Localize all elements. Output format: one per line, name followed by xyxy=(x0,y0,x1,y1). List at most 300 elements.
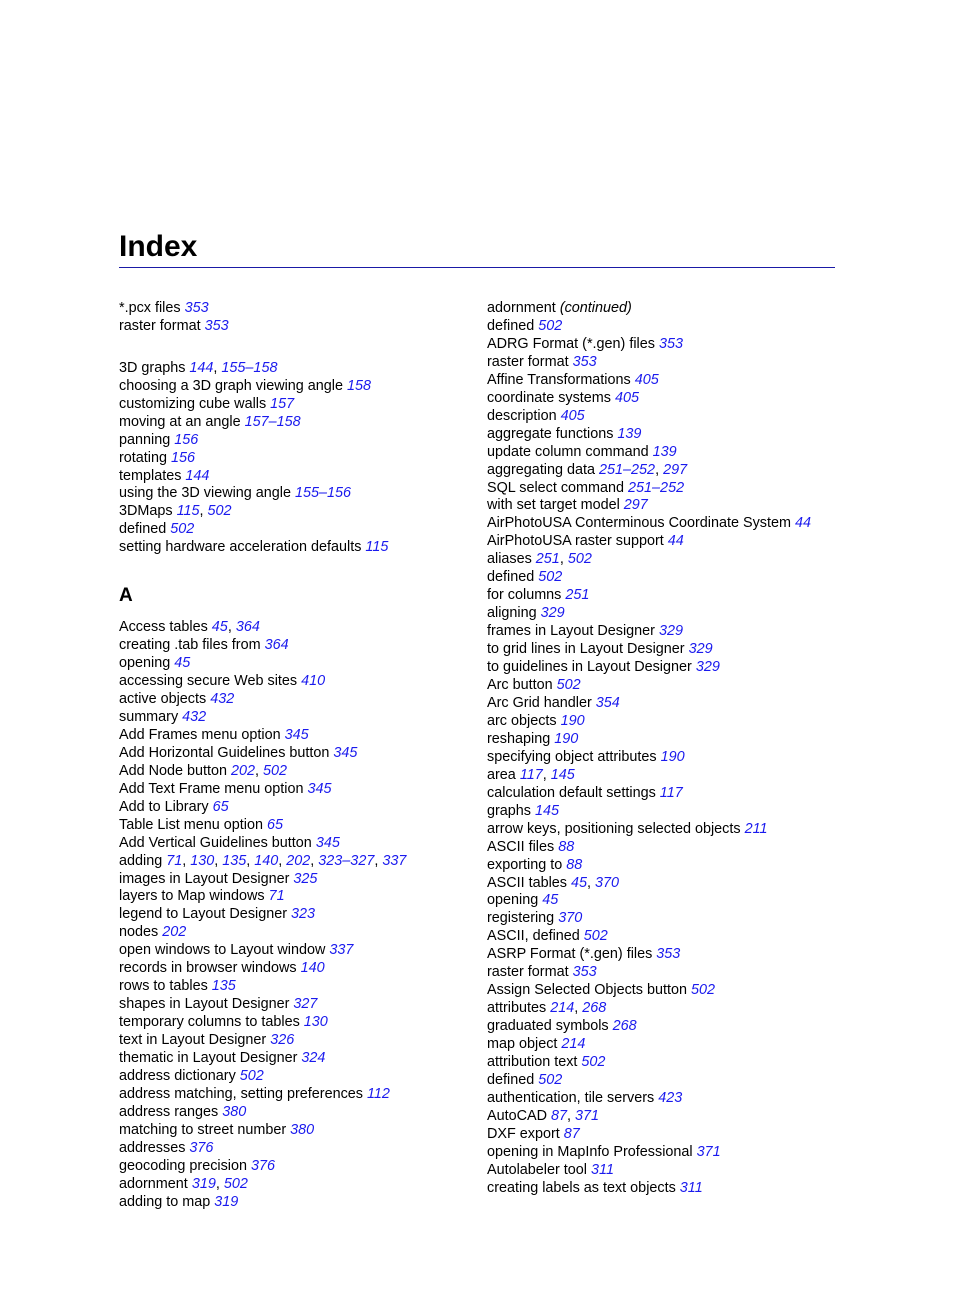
index-entry xyxy=(119,745,479,763)
page-ref-link[interactable]: 502 xyxy=(223,1175,248,1192)
index-term: rotating xyxy=(119,449,167,466)
index-term: AutoCAD xyxy=(487,1107,547,1124)
page-ref-link[interactable]: 140 xyxy=(300,960,325,977)
page-ref-link[interactable]: 214 xyxy=(561,1036,586,1053)
index-term: Add to Library xyxy=(119,798,209,815)
index-term: text in Layout Designer xyxy=(119,1032,267,1049)
index-term: Add Vertical Guidelines button xyxy=(119,834,312,851)
index-term: authentication, tile servers xyxy=(487,1089,655,1106)
page-ref-link[interactable]: 157 xyxy=(270,395,295,412)
index-entry xyxy=(119,1068,479,1086)
index-term: shapes in Layout Designer xyxy=(119,996,290,1013)
index-entry xyxy=(487,803,847,821)
index-entry xyxy=(119,1194,479,1212)
index-entry: 3DMaps 115, 502 xyxy=(119,503,232,520)
page-ref-link[interactable]: 155–158 xyxy=(221,359,278,376)
index-entry xyxy=(487,928,847,946)
page-ref-link[interactable]: 370 xyxy=(595,874,620,891)
page-ref-link[interactable]: 130 xyxy=(190,852,215,869)
page-ref-link[interactable]: 376 xyxy=(251,1157,276,1174)
page-ref-link[interactable]: 354 xyxy=(595,694,620,711)
index-entry xyxy=(487,533,847,551)
page-ref-link[interactable]: 202 xyxy=(162,924,187,941)
index-term: Autolabeler tool xyxy=(487,1161,588,1178)
index-term: summary xyxy=(119,708,179,725)
index-term: *.pcx files xyxy=(119,300,181,316)
page-ref-link[interactable]: 353 xyxy=(656,946,681,963)
index-entry: Access tables 45, 364 xyxy=(119,619,260,636)
index-term: arc objects xyxy=(487,712,557,729)
index-entry xyxy=(119,835,479,853)
page-ref-link[interactable]: 214 xyxy=(550,1000,575,1017)
index-term: arrow keys, positioning selected objects xyxy=(487,820,741,837)
index-entry: adding 71, 130, 135, 140, 202, 323–327, 337 xyxy=(119,852,407,869)
page-ref-link[interactable]: 268 xyxy=(582,1000,607,1017)
page-ref-link[interactable]: 297 xyxy=(663,461,688,478)
page-ref-link[interactable]: 130 xyxy=(303,1014,328,1031)
page-ref-link[interactable]: 157–158 xyxy=(244,413,301,430)
index-term: registering xyxy=(487,910,555,927)
index-term: Affine Transformations xyxy=(487,371,631,388)
index-entry xyxy=(487,587,847,605)
index-term: addresses xyxy=(119,1139,186,1156)
page-ref-link[interactable]: 327 xyxy=(293,996,318,1013)
index-entry xyxy=(487,497,847,515)
index-term: Arc Grid handler xyxy=(487,694,592,711)
index-term: 3D graphs xyxy=(119,359,186,376)
index-entry: attributes 214, 268 xyxy=(487,1000,607,1017)
index-term: attribution text xyxy=(487,1054,578,1071)
index-entry xyxy=(487,426,847,444)
index-term: Access tables xyxy=(119,619,208,636)
index-entry xyxy=(119,637,479,655)
page-ref-link[interactable]: 190 xyxy=(660,748,685,765)
page-ref-link[interactable]: 117 xyxy=(659,784,683,801)
index-entry xyxy=(119,727,479,745)
page-ref-link[interactable]: 380 xyxy=(222,1103,247,1120)
page-ref-link[interactable]: 311 xyxy=(591,1161,614,1178)
index-entry xyxy=(119,318,479,336)
index-entry xyxy=(487,408,847,426)
page-ref-link[interactable]: 115 xyxy=(176,503,200,520)
index-term: choosing a 3D graph viewing angle xyxy=(119,377,344,394)
index-term: opening xyxy=(487,892,539,909)
page-ref-link[interactable]: 44 xyxy=(667,533,684,550)
index-entry xyxy=(487,300,847,318)
page-ref-link[interactable]: 502 xyxy=(538,569,563,586)
page-ref-link[interactable]: 155–156 xyxy=(295,485,352,502)
index-term: calculation default settings xyxy=(487,784,656,801)
page-ref-link[interactable]: 364 xyxy=(264,637,289,654)
page-ref-link[interactable]: 502 xyxy=(538,317,563,334)
index-term: AirPhotoUSA raster support xyxy=(487,533,664,550)
index-term: active objects xyxy=(119,690,207,707)
index-term: exporting to xyxy=(487,856,563,873)
index-term: adornment xyxy=(119,1175,188,1192)
index-entry xyxy=(487,623,847,641)
index-entry xyxy=(487,1162,847,1180)
index-entry xyxy=(119,673,479,691)
page-ref-link[interactable]: 345 xyxy=(333,744,358,761)
page-ref-link[interactable]: 156 xyxy=(174,431,199,448)
index-term: templates xyxy=(119,467,182,484)
index-term: raster format xyxy=(487,353,569,370)
page-ref-link[interactable]: 319 xyxy=(214,1193,239,1210)
page-ref-link[interactable]: 87 xyxy=(563,1125,580,1142)
index-term: moving at an angle xyxy=(119,413,241,430)
index-entry xyxy=(119,1104,479,1122)
index-entry xyxy=(487,1180,847,1198)
index-term: specifying object attributes xyxy=(487,748,657,765)
page-ref-link[interactable]: 158 xyxy=(347,377,372,394)
continued-label: (continued) xyxy=(559,300,632,316)
page-ref-link[interactable]: 112 xyxy=(366,1085,390,1102)
page-ref-link[interactable]: 251–252 xyxy=(599,461,656,478)
page-ref-link[interactable]: 202 xyxy=(231,762,256,779)
page-ref-link[interactable]: 45 xyxy=(174,655,191,672)
index-entry xyxy=(487,444,847,462)
index-term: defined xyxy=(119,521,167,538)
index-entry xyxy=(487,390,847,408)
page-ref-link[interactable]: 432 xyxy=(210,690,235,707)
page-ref-link[interactable]: 71 xyxy=(166,852,183,869)
index-entry xyxy=(487,480,847,498)
page-ref-link[interactable]: 370 xyxy=(558,910,583,927)
index-term: aggregate functions xyxy=(487,425,614,442)
index-term: to guidelines in Layout Designer xyxy=(487,659,692,676)
index-term: setting hardware acceleration defaults xyxy=(119,539,362,556)
page-ref-link[interactable]: 353 xyxy=(184,300,209,316)
index-entry: adornment 319, 502 xyxy=(119,1175,248,1192)
index-term: Add Frames menu option xyxy=(119,726,281,743)
index-entry xyxy=(487,713,847,731)
page-ref-link[interactable]: 251 xyxy=(535,551,560,568)
index-entry xyxy=(119,1032,479,1050)
index-entry xyxy=(119,1014,479,1032)
index-term: ADRG Format (*.gen) files xyxy=(487,335,655,352)
page-ref-link[interactable]: 329 xyxy=(688,641,713,658)
index-entry xyxy=(487,515,847,533)
index-entry xyxy=(119,655,479,673)
index-term: address matching, setting preferences xyxy=(119,1085,363,1102)
index-term: graduated symbols xyxy=(487,1018,609,1035)
page-ref-link[interactable]: 329 xyxy=(695,659,720,676)
index-term: opening xyxy=(119,655,171,672)
page-ref-link[interactable]: 45 xyxy=(211,619,228,636)
index-entry xyxy=(487,982,847,1000)
page-ref-link[interactable]: 144 xyxy=(185,467,210,484)
index-entry xyxy=(119,888,479,906)
index-entry xyxy=(119,906,479,924)
page-ref-link[interactable]: 502 xyxy=(170,521,195,538)
page-ref-link[interactable]: 135 xyxy=(222,852,247,869)
index-term: defined xyxy=(487,569,535,586)
index-entry xyxy=(487,336,847,354)
page-ref-link[interactable]: 87 xyxy=(551,1107,568,1124)
page-ref-link[interactable]: 115 xyxy=(365,539,389,556)
index-entry xyxy=(119,978,479,996)
page-ref-link[interactable]: 251–252 xyxy=(628,479,685,496)
index-entry xyxy=(487,821,847,839)
index-entry xyxy=(487,1018,847,1036)
entry-gap xyxy=(119,557,479,581)
index-entry xyxy=(487,695,847,713)
page-ref-link[interactable]: 88 xyxy=(566,856,583,873)
index-term: creating .tab files from xyxy=(119,637,261,654)
page-ref-link[interactable]: 405 xyxy=(560,407,585,424)
index-term: Add Node button xyxy=(119,762,228,779)
index-term: aggregating data xyxy=(487,461,596,478)
index-entry xyxy=(487,1072,847,1090)
index-term: records in browser windows xyxy=(119,960,297,977)
index-entry: Add Node button 202, 502 xyxy=(119,762,288,779)
index-entry xyxy=(487,857,847,875)
page-ref-link[interactable]: 432 xyxy=(182,708,207,725)
page-ref-link[interactable]: 337 xyxy=(382,852,407,869)
page-ref-link[interactable]: 502 xyxy=(538,1071,563,1088)
index-term: address dictionary xyxy=(119,1068,236,1084)
page-title: Index xyxy=(119,230,198,263)
index-column-left xyxy=(119,300,479,1212)
index-term: aliases xyxy=(487,551,532,568)
page-ref-link[interactable]: 326 xyxy=(270,1032,295,1049)
page-ref-link[interactable]: 268 xyxy=(612,1018,637,1035)
page-ref-link[interactable]: 71 xyxy=(268,888,285,905)
page-ref-link[interactable]: 323–327 xyxy=(318,852,375,869)
page-ref-link[interactable]: 139 xyxy=(617,425,642,442)
index-term: temporary columns to tables xyxy=(119,1014,300,1031)
index-entry xyxy=(487,677,847,695)
page-ref-link[interactable]: 345 xyxy=(315,834,340,851)
page-ref-link[interactable]: 502 xyxy=(691,982,716,999)
index-entry xyxy=(487,839,847,857)
index-term: for columns xyxy=(487,587,562,604)
index-term: coordinate systems xyxy=(487,389,611,406)
page-ref-link[interactable]: 145 xyxy=(535,802,560,819)
index-term: customizing cube walls xyxy=(119,395,267,412)
page-ref-link[interactable]: 502 xyxy=(583,928,608,945)
index-term: Table List menu option xyxy=(119,816,263,833)
index-entry xyxy=(119,1086,479,1104)
index-entry xyxy=(487,1090,847,1108)
page-ref-link[interactable]: 65 xyxy=(212,798,229,815)
index-term: Assign Selected Objects button xyxy=(487,982,687,999)
index-entry xyxy=(487,1126,847,1144)
index-term: address ranges xyxy=(119,1103,219,1120)
index-entry xyxy=(487,731,847,749)
index-entry xyxy=(119,485,479,503)
page-ref-link[interactable]: 502 xyxy=(556,677,581,694)
index-entry xyxy=(487,318,847,336)
index-term: accessing secure Web sites xyxy=(119,673,298,690)
page-ref-link[interactable]: 323 xyxy=(291,906,316,923)
index-entry: aliases 251, 502 xyxy=(487,551,592,568)
page-ref-link[interactable]: 156 xyxy=(171,449,196,466)
index-entry xyxy=(487,910,847,928)
page-ref-link[interactable]: 140 xyxy=(254,852,279,869)
index-entry xyxy=(119,691,479,709)
page-ref-link[interactable]: 380 xyxy=(290,1121,315,1138)
page-ref-link[interactable]: 364 xyxy=(235,619,260,636)
page-ref-link[interactable]: 371 xyxy=(696,1143,721,1160)
index-entry xyxy=(487,641,847,659)
index-term: matching to street number xyxy=(119,1121,287,1138)
page-ref-link[interactable]: 324 xyxy=(301,1050,326,1067)
page-ref-link[interactable]: 211 xyxy=(744,820,768,837)
index-term: raster format xyxy=(119,317,201,334)
page-ref-link[interactable]: 410 xyxy=(301,673,326,690)
entry-gap xyxy=(119,336,479,360)
index-entry xyxy=(119,709,479,727)
index-term: Arc button xyxy=(487,677,553,694)
page-ref-link[interactable]: 319 xyxy=(191,1175,216,1192)
index-entry xyxy=(119,996,479,1014)
page-ref-link[interactable]: 88 xyxy=(558,838,575,855)
index-term: ASCII files xyxy=(487,838,555,855)
index-term: adding xyxy=(119,852,163,869)
page-ref-link[interactable]: 139 xyxy=(652,443,677,460)
index-term: defined xyxy=(487,317,535,334)
index-entry xyxy=(487,785,847,803)
index-term: ASRP Format (*.gen) files xyxy=(487,946,653,963)
page-ref-link[interactable]: 345 xyxy=(284,726,309,743)
page-ref-link[interactable]: 353 xyxy=(572,964,597,981)
index-entry xyxy=(119,942,479,960)
index-entry xyxy=(119,924,479,942)
page-ref-link[interactable]: 345 xyxy=(307,780,332,797)
page-ref-link[interactable]: 190 xyxy=(560,712,585,729)
page-ref-link[interactable]: 45 xyxy=(571,874,588,891)
page-ref-link[interactable]: 311 xyxy=(679,1179,703,1196)
index-term: to grid lines in Layout Designer xyxy=(487,641,685,658)
page-ref-link[interactable]: 45 xyxy=(542,892,559,909)
title-rule xyxy=(119,267,835,268)
page-ref-link[interactable]: 353 xyxy=(572,353,597,370)
index-term: map object xyxy=(487,1036,558,1053)
index-entry xyxy=(119,817,479,835)
index-entry xyxy=(487,1144,847,1162)
page-ref-link[interactable]: 502 xyxy=(567,551,592,568)
index-entry xyxy=(487,659,847,677)
page-ref-link[interactable]: 502 xyxy=(207,503,232,520)
page-ref-link[interactable]: 65 xyxy=(267,816,284,833)
index-entry xyxy=(487,605,847,623)
index-entry: aggregating data 251–252, 297 xyxy=(487,461,688,478)
index-term: geocoding precision xyxy=(119,1157,248,1174)
index-term: with set target model xyxy=(487,497,620,514)
index-term: attributes xyxy=(487,1000,547,1017)
page-ref-link[interactable]: 502 xyxy=(239,1068,264,1084)
index-entry: area 117, 145 xyxy=(487,766,575,783)
index-entry xyxy=(487,946,847,964)
page-ref-link[interactable]: 353 xyxy=(658,335,683,352)
page-ref-link[interactable]: 145 xyxy=(550,766,575,783)
index-entry xyxy=(119,1122,479,1140)
page-ref-link[interactable]: 202 xyxy=(286,852,311,869)
index-term: DXF export xyxy=(487,1125,560,1142)
page-ref-link[interactable]: 353 xyxy=(204,317,229,334)
page-ref-link[interactable]: 144 xyxy=(189,359,214,376)
index-term: adding to map xyxy=(119,1193,211,1210)
index-entry xyxy=(487,1036,847,1054)
index-entry xyxy=(119,1140,479,1158)
index-term: using the 3D viewing angle xyxy=(119,485,291,502)
index-entry xyxy=(119,871,479,889)
page-ref-link[interactable]: 502 xyxy=(581,1054,606,1071)
page-ref-link[interactable]: 135 xyxy=(211,978,236,995)
page-ref-link[interactable]: 297 xyxy=(623,497,648,514)
index-entry xyxy=(119,521,479,539)
index-entry xyxy=(487,749,847,767)
index-entry xyxy=(487,372,847,390)
index-entry: ASCII tables 45, 370 xyxy=(487,874,620,891)
index-entry xyxy=(119,799,479,817)
page-ref-link[interactable]: 371 xyxy=(575,1107,600,1124)
index-term: SQL select command xyxy=(487,479,625,496)
page-ref-link[interactable]: 190 xyxy=(554,730,579,747)
index-term: Add Horizontal Guidelines button xyxy=(119,744,330,761)
page-ref-link[interactable]: 405 xyxy=(634,371,659,388)
page-ref-link[interactable]: 329 xyxy=(658,623,683,640)
index-entry xyxy=(119,960,479,978)
index-entry xyxy=(119,539,479,557)
index-entry xyxy=(119,300,479,318)
index-entry xyxy=(119,1158,479,1176)
index-term: adornment xyxy=(487,300,556,316)
index-term: legend to Layout Designer xyxy=(119,906,288,923)
index-term: ASCII tables xyxy=(487,874,567,891)
index-term: update column command xyxy=(487,443,649,460)
index-term: panning xyxy=(119,431,171,448)
page-ref-link[interactable]: 44 xyxy=(794,515,811,532)
index-term: frames in Layout Designer xyxy=(487,623,655,640)
page-ref-link[interactable]: 502 xyxy=(263,762,288,779)
page-ref-link[interactable]: 329 xyxy=(540,605,565,622)
index-term: open windows to Layout window xyxy=(119,942,326,959)
index-entry xyxy=(487,354,847,372)
page-ref-link[interactable]: 251 xyxy=(565,587,590,604)
index-entry: AutoCAD 87, 371 xyxy=(487,1107,600,1124)
page-ref-link[interactable]: 325 xyxy=(293,870,318,887)
page-ref-link[interactable]: 117 xyxy=(519,766,543,783)
index-term: creating labels as text objects xyxy=(487,1179,676,1196)
index-term: reshaping xyxy=(487,730,551,747)
index-term: images in Layout Designer xyxy=(119,870,290,887)
page-ref-link[interactable]: 423 xyxy=(658,1089,683,1106)
index-term: aligning xyxy=(487,605,537,622)
index-entry xyxy=(119,450,479,468)
index-entry xyxy=(487,569,847,587)
index-entry xyxy=(119,396,479,414)
index-term: area xyxy=(487,766,516,783)
index-term: AirPhotoUSA Conterminous Coordinate System xyxy=(487,515,791,532)
index-entry xyxy=(119,1050,479,1068)
index-entry: 3D graphs 144, 155–158 xyxy=(119,359,278,376)
index-term: graphs xyxy=(487,802,532,819)
section-letter: A xyxy=(119,585,133,607)
index-term: layers to Map windows xyxy=(119,888,265,905)
index-entry xyxy=(119,781,479,799)
index-entry xyxy=(119,414,479,432)
page-ref-link[interactable]: 337 xyxy=(329,942,354,959)
index-column-right xyxy=(487,300,847,1198)
index-entry xyxy=(119,468,479,486)
index-term: nodes xyxy=(119,924,159,941)
page-ref-link[interactable]: 405 xyxy=(614,389,639,406)
index-term: thematic in Layout Designer xyxy=(119,1050,298,1067)
page-ref-link[interactable]: 376 xyxy=(189,1139,214,1156)
index-term: opening in MapInfo Professional xyxy=(487,1143,693,1160)
